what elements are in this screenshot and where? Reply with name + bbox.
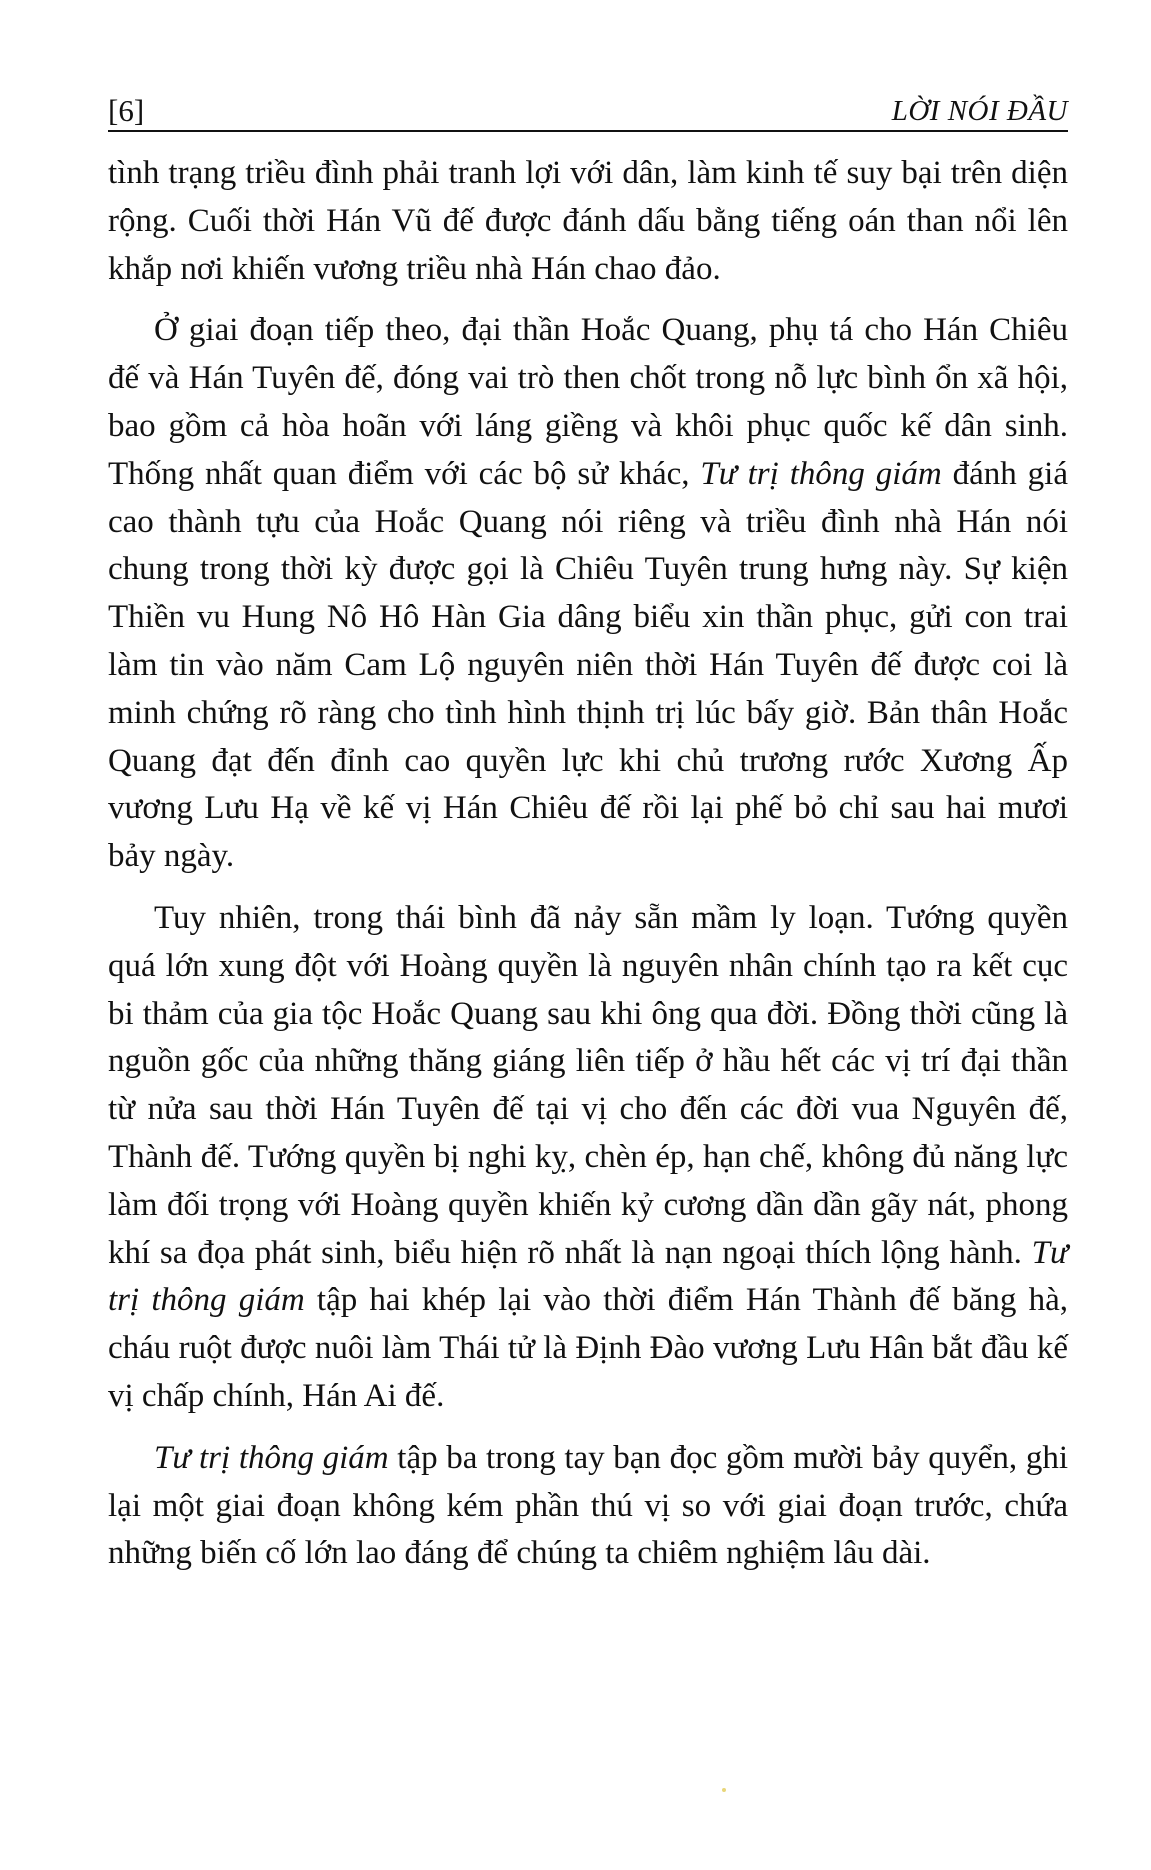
scan-speck [722,1788,726,1792]
text-segment: Ở giai đoạn tiếp theo, đại thần Hoắc Quang, phụ tá cho Hán Chiêu đế và Hán Tuyên đế, đóng vai trò then chốt trong nỗ lực bình ổn xã hội, bao gồm cả hòa hoãn với láng giềng và khôi phục quốc kế dân sinh. Thống nhất quan điểm với các bộ sử khác, [108,312,1068,492]
page-number: [6] [108,93,145,128]
running-title: LỜI NÓI ĐẦU [891,95,1068,127]
paragraph-4 [108,1435,1068,1578]
book-title-italic: Tư trị thông giám [700,455,942,492]
book-title-italic: Tư trị thông giám [154,1439,389,1476]
text-segment: đánh giá cao thành tựu của Hoắc Quang nói riêng và triều đình nhà Hán nói chung trong thời kỳ được gọi là Chiêu Tuyên trung hưng này. Sự kiện Thiền vu Hung Nô Hô Hàn Gia dâng biểu xin thần phục, gửi con trai làm tin vào năm Cam Lộ nguyên niên thời Hán Tuyên đế được coi là minh chứng rõ ràng cho tình hình thịnh trị lúc bấy giờ. Bản thân Hoắc Quang đạt đến đỉnh cao quyền lực khi chủ trương rước Xương Ấp vương Lưu Hạ về kế vị Hán Chiêu đế rồi lại phế bỏ chỉ sau hai mươi bảy ngày. [108,455,1068,875]
text-segment: tình trạng triều đình phải tranh lợi với dân, làm kinh tế suy bại trên diện rộng. Cuối thời Hán Vũ đế được đánh dấu bằng tiếng oán than nổi lên khắp nơi khiến vương triều nhà Hán chao đảo. [108,155,1068,287]
paragraph-2 [108,307,1068,881]
text-segment: tập hai khép lại vào thời điểm Hán Thành đế băng hà, cháu ruột được nuôi làm Thái tử là Định Đào vương Lưu Hân bắt đầu kế vị chấp chính, Hán Ai đế. [108,1282,1068,1414]
page-header [108,93,1068,132]
paragraph-3 [108,895,1068,1421]
text-segment: Tuy nhiên, trong thái bình đã nảy sẵn mầm ly loạn. Tướng quyền quá lớn xung đột với Hoàng quyền là nguyên nhân chính tạo ra kết cục bi thảm của gia tộc Hoắc Quang sau khi ông qua đời. Đồng thời cũng là nguồn gốc của những thăng giáng liên tiếp ở hầu hết các vị trí đại thần từ nửa sau thời Hán Tuyên đế tại vị cho đến các đời vua Nguyên đế, Thành đế. Tướng quyền bị nghi kỵ, chèn ép, hạn chế, không đủ năng lực làm đối trọng với Hoàng quyền khiến kỷ cương dần dần gãy nát, phong khí sa đọa phát sinh, biểu hiện rõ nhất là nạn ngoại thích lộng hành. [108,899,1068,1271]
body-text [108,150,1068,1578]
paragraph-1 [108,150,1068,293]
text-segment: tập ba trong tay bạn đọc gồm mười bảy quyển, ghi lại một giai đoạn không kém phần thú vị so với giai đoạn trước, chứa những biến cố lớn lao đáng để chúng ta chiêm nghiệm lâu dài. [108,1439,1068,1572]
book-title-italic: Tư trị thông giám [108,1234,1068,1319]
book-page [108,93,1068,1592]
